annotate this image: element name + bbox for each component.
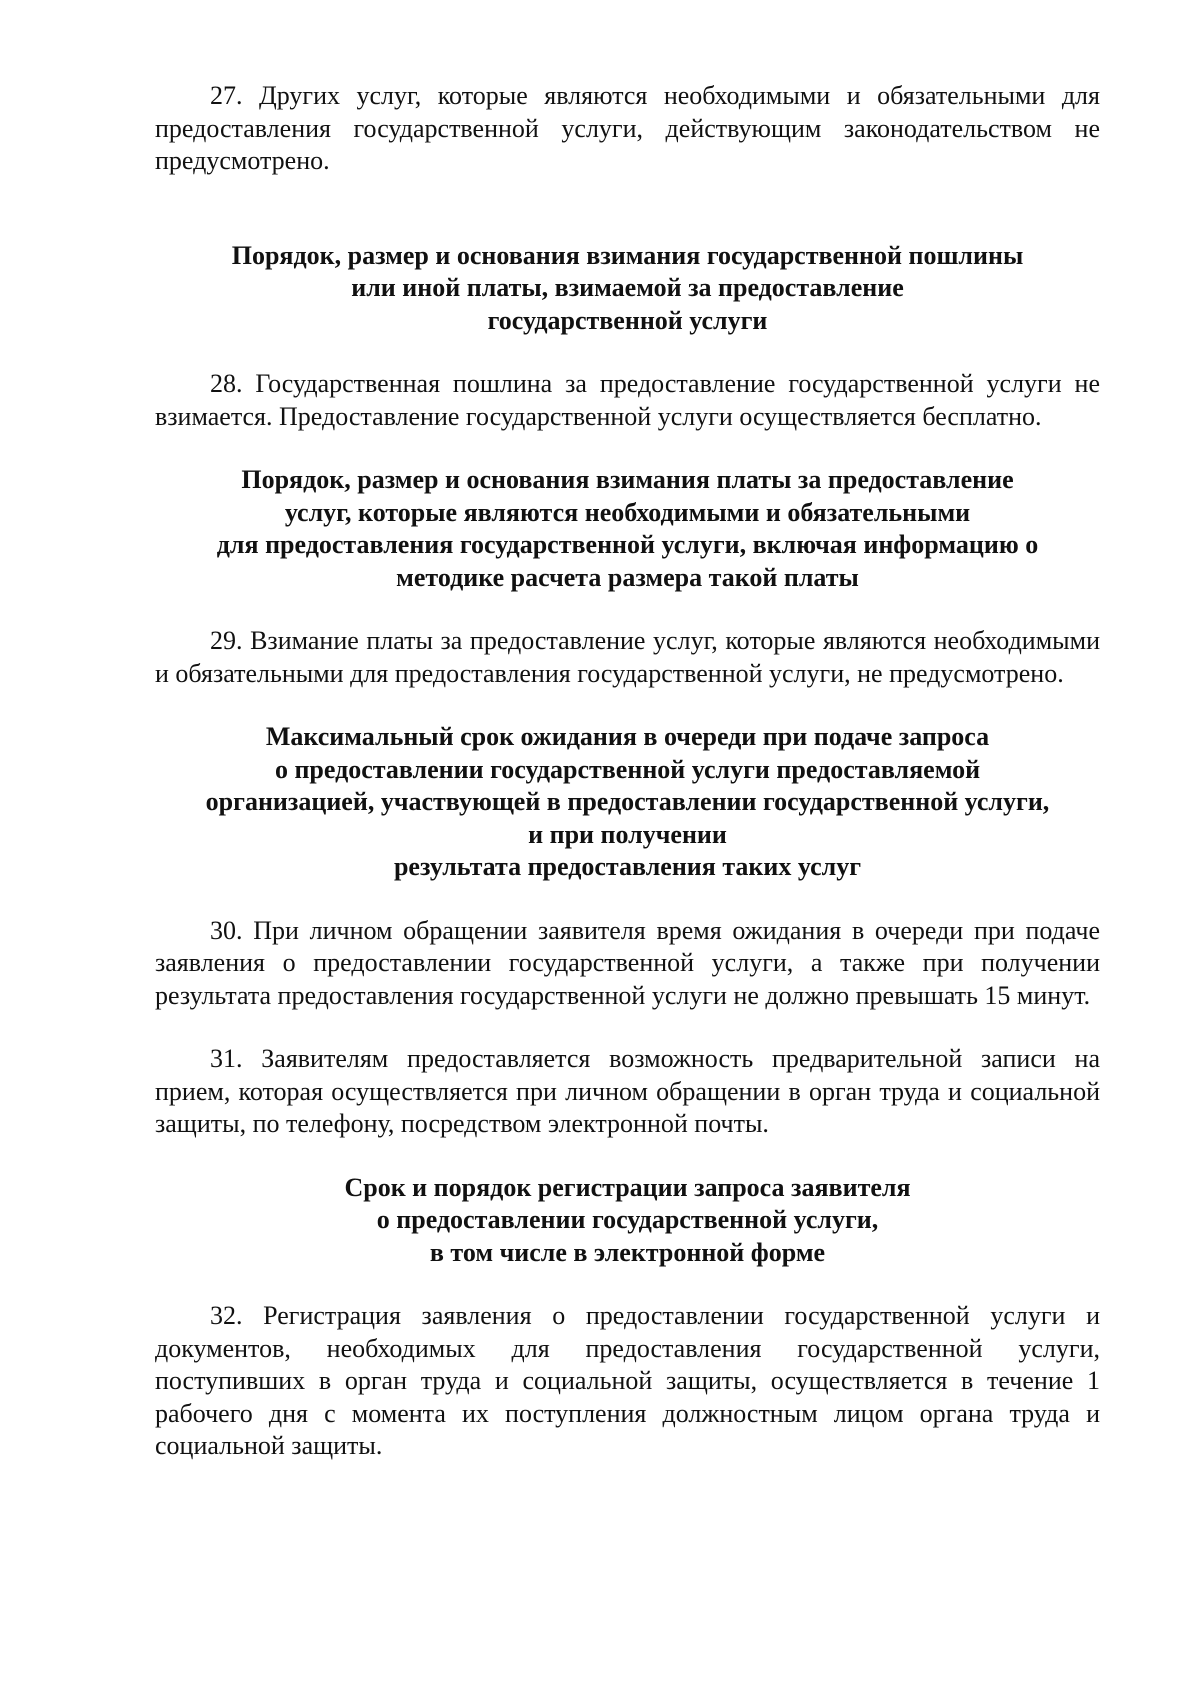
heading-line: Срок и порядок регистрации запроса заявителя [344,1172,911,1202]
heading-line: для предоставления государственной услуги, включая информацию о [216,530,1039,559]
heading-line: о предоставлении государственной услуги, [376,1205,879,1234]
heading-line: в том числе в электронной форме [429,1237,826,1267]
heading-line: методике расчета размера такой платы [396,562,859,592]
paragraph-27: 27. Других услуг, которые являются необходимыми и обязательными для предоставления государственной услуги, действующим законодательством не предусмотрено. [155,81,1100,175]
heading-required-services-fee [155,464,1100,594]
heading-registration [155,1172,1100,1270]
heading-line: Максимальный срок ожидания в очереди при подаче запроса [265,722,990,751]
heading-line: результата предоставления таких услуг [393,852,862,881]
heading-state-fee [155,240,1100,338]
heading-line: Порядок, размер и основания взимания государственной пошлины [231,240,1024,270]
heading-line: о предоставлении государственной услуги предоставляемой [274,754,981,784]
heading-line: государственной услуги [487,305,768,335]
heading-line: организацией, участвующей в предоставлении государственной услуги, [205,787,1050,816]
paragraph-29: 29. Взимание платы за предоставление услуг, которые являются необходимыми и обязательными для предоставления государственной услуги, не предусмотрено. [155,626,1100,688]
heading-line: и при получении [528,819,727,849]
paragraph-28: 28. Государственная пошлина за предоставление государственной услуги не взимается. Предоставление государственной услуги осуществляется бесплатно. [155,369,1100,431]
paragraph-30: 30. При личном обращении заявителя время ожидания в очереди при подаче заявления о предоставлении государственной услуги, а также при получении результата предоставления государственной услуги не должно превышать 15 минут. [155,915,1100,1010]
paragraph-32: 32. Регистрация заявления о предоставлении государственной услуги и документов, необходимых для предоставления государственной услуги, поступивших в орган труда и социальной защиты, осуществляется в течение 1 рабочего дня с момента их поступления должностным лицом органа труда и социальной защиты. [155,1301,1100,1460]
heading-line: Порядок, размер и основания взимания платы за предоставление [241,465,1014,494]
heading-queue-time [155,721,1100,884]
paragraph-31: 31. Заявителям предоставляется возможность предварительной записи на прием, которая осуществляется при личном обращении в орган труда и социальной защиты, по телефону, посредством электронной почты. [155,1044,1100,1138]
heading-line: услуг, которые являются необходимыми и обязательными [284,497,971,527]
heading-line: или иной платы, взимаемой за предоставление [351,273,904,302]
document-page [155,80,1100,1463]
